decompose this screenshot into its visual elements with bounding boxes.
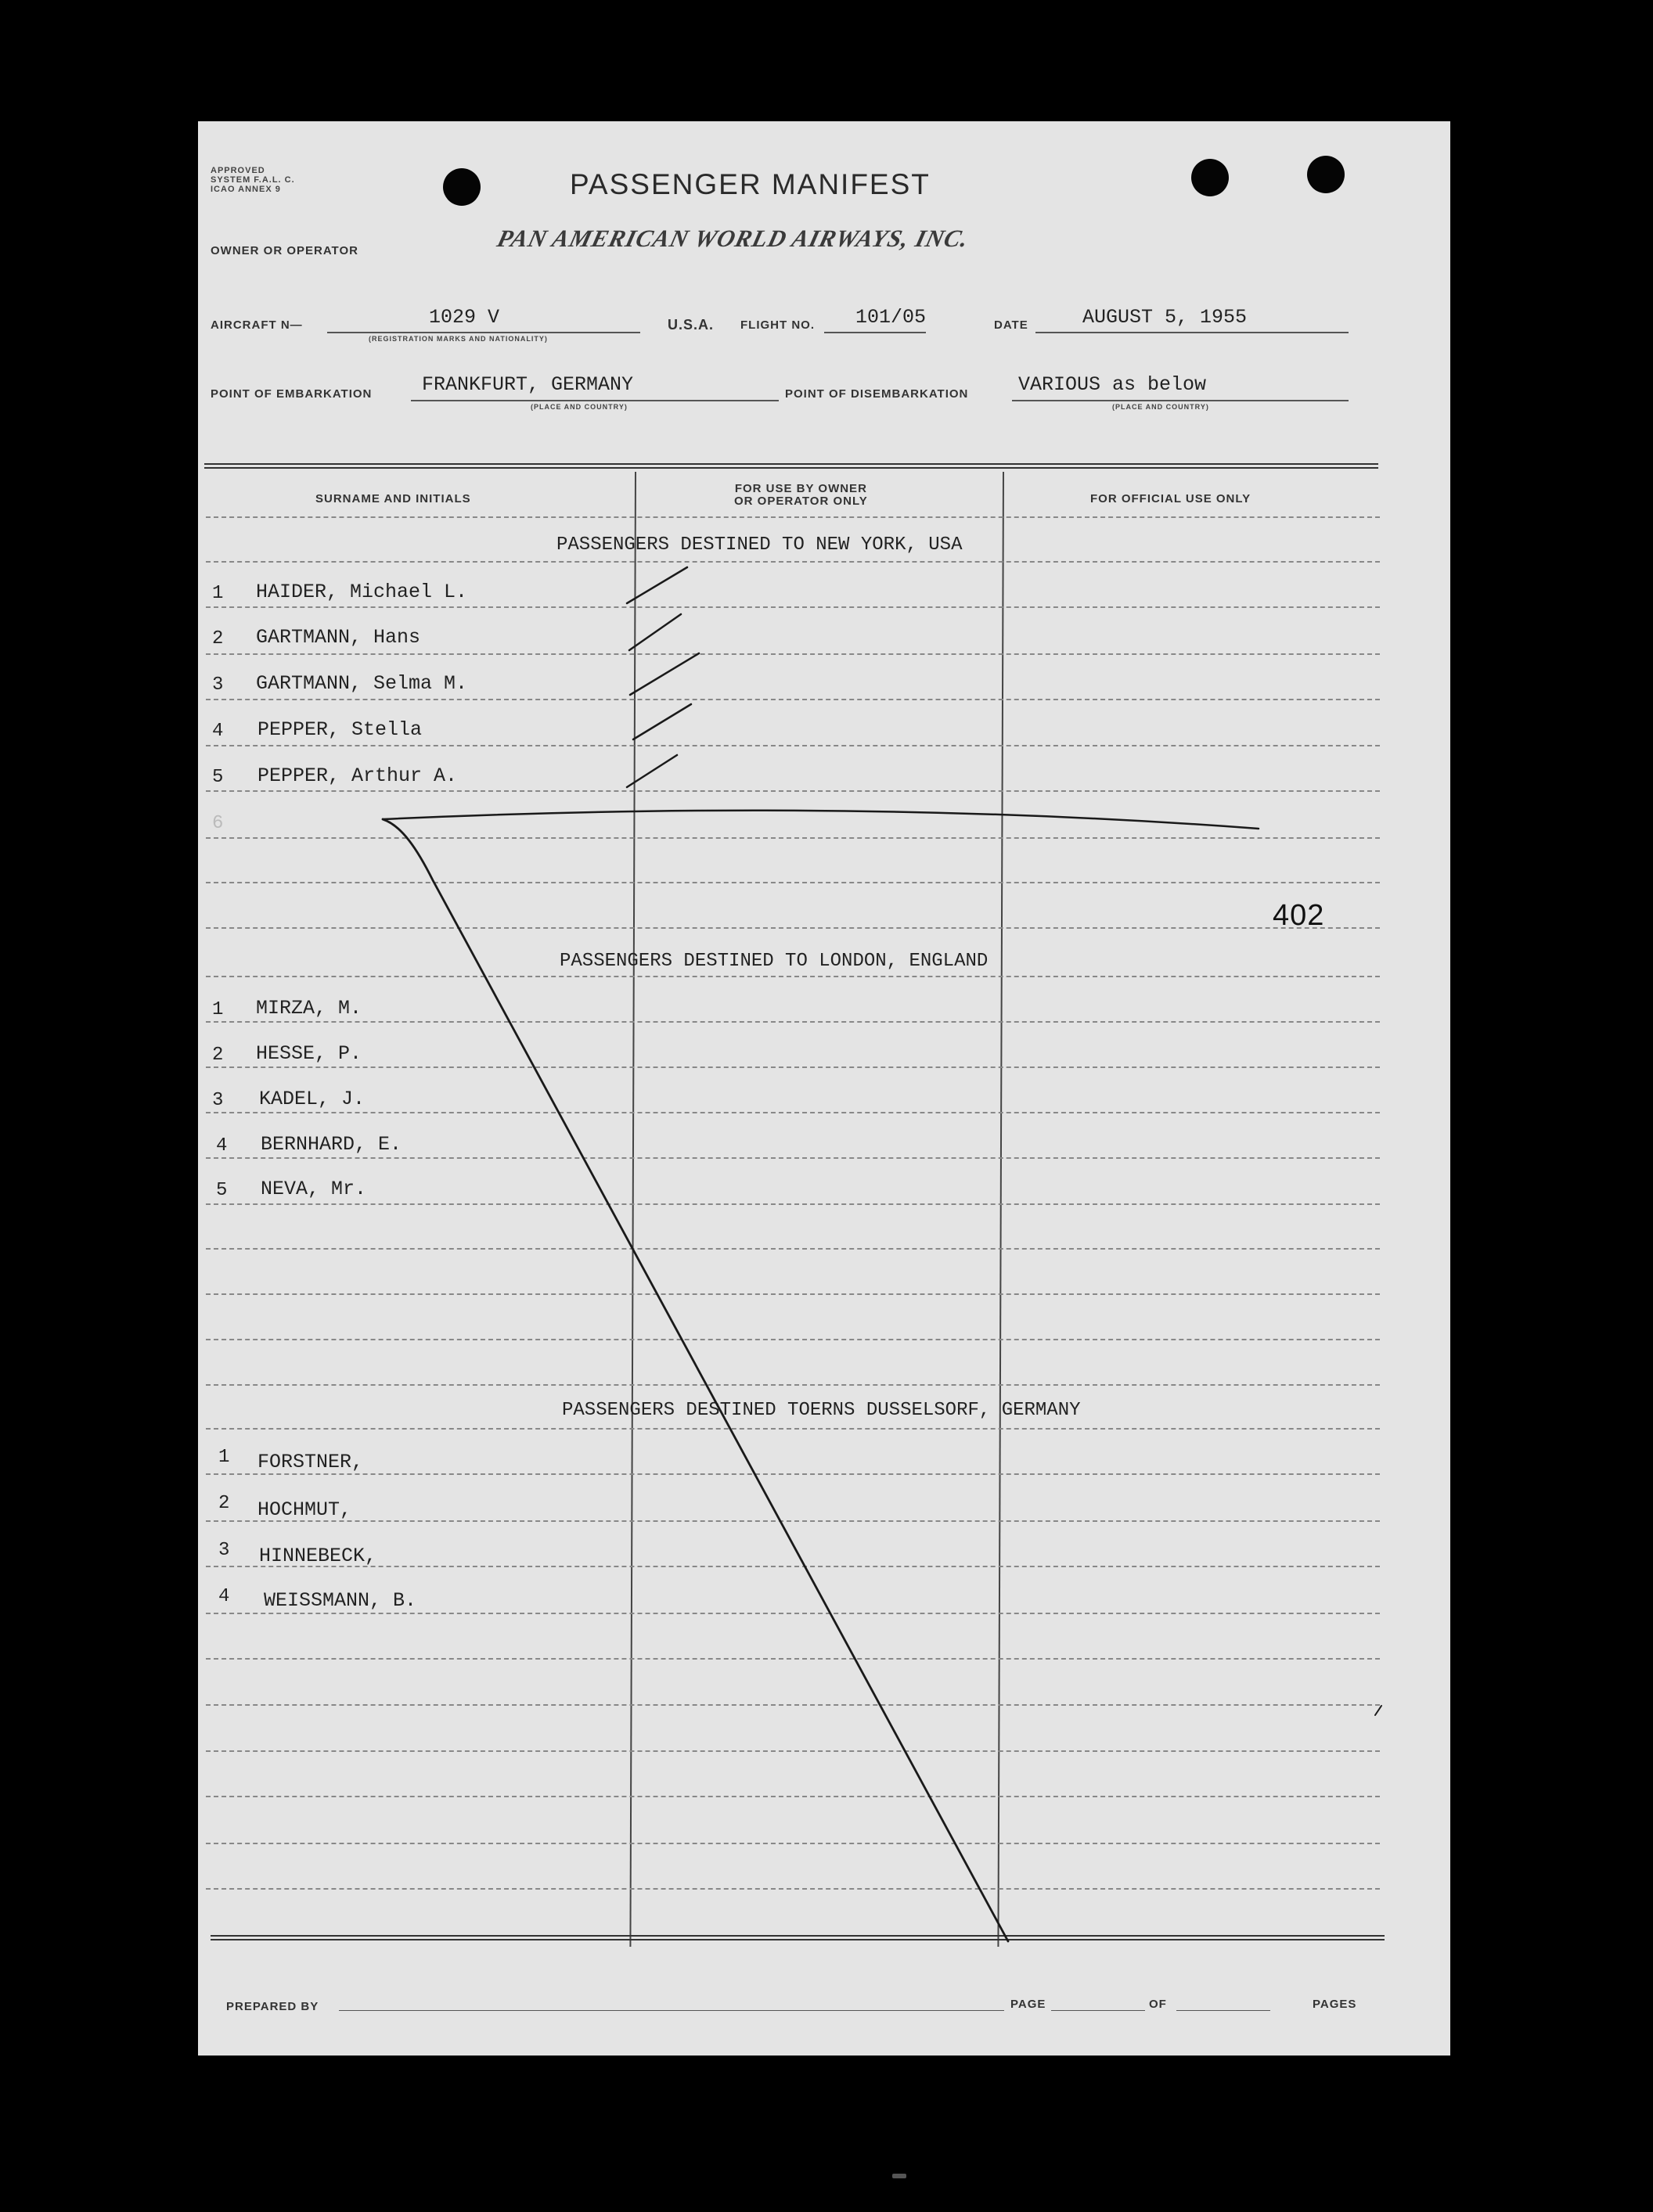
row-number: 2 (218, 1493, 230, 1514)
of-label: OF (1149, 1998, 1167, 2011)
passenger-name: FORSTNER, (257, 1451, 364, 1473)
passenger-name: BERNHARD, E. (261, 1133, 402, 1156)
col-header-owner-line2: OR OPERATOR ONLY (734, 495, 868, 508)
passenger-name: NEVA, Mr. (261, 1178, 367, 1200)
handwritten-marks (198, 121, 1450, 2056)
manifest-sheet (198, 121, 1450, 2056)
row-number: 5 (212, 767, 224, 788)
form-title: PASSENGER MANIFEST (570, 168, 931, 200)
passenger-name: MIRZA, M. (256, 997, 362, 1020)
passenger-name: WEISSMANN, B. (264, 1589, 417, 1612)
passenger-name: HINNEBECK, (259, 1545, 377, 1567)
row-number: 2 (212, 1045, 224, 1066)
check-mark (633, 704, 691, 739)
passenger-name: PEPPER, Stella (257, 718, 423, 741)
col-header-official: FOR OFFICIAL USE ONLY (1090, 492, 1251, 505)
approved-line: ICAO ANNEX 9 (211, 185, 281, 194)
owner-label: OWNER OR OPERATOR (211, 244, 358, 257)
embark-caption: (PLACE AND COUNTRY) (531, 403, 628, 411)
row-number: 4 (216, 1135, 228, 1156)
section-heading: PASSENGERS DESTINED TOERNS DUSSELSORF, GERMANY (562, 1400, 1081, 1421)
check-mark (630, 653, 699, 695)
row-number: 5 (216, 1180, 228, 1201)
check-mark (627, 755, 677, 787)
row-number: 4 (218, 1586, 230, 1607)
aircraft-label: AIRCRAFT N— (211, 318, 303, 332)
section-heading: PASSENGERS DESTINED TO LONDON, ENGLAND (560, 951, 989, 972)
cancel-diagonal (383, 819, 1008, 1941)
passenger-name: HOCHMUT, (257, 1498, 352, 1521)
approved-line: SYSTEM F.A.L. C. (211, 175, 295, 185)
disembark-caption: (PLACE AND COUNTRY) (1112, 403, 1209, 411)
row-number: 3 (212, 1090, 224, 1111)
aircraft-value: 1029 V (429, 306, 500, 329)
embark-label: POINT OF EMBARKATION (211, 387, 373, 401)
date-value: AUGUST 5, 1955 (1082, 306, 1248, 329)
row-number: 2 (212, 628, 224, 649)
row-number: 1 (218, 1447, 230, 1468)
passenger-name: HAIDER, Michael L. (256, 581, 468, 603)
handwritten-number: 402 (1273, 899, 1325, 932)
col-header-owner-line1: FOR USE BY OWNER (734, 482, 867, 495)
stray-mark (1375, 1706, 1381, 1715)
row-number: 4 (212, 721, 224, 742)
approved-line: APPROVED (211, 166, 265, 175)
page-label: PAGE (1010, 1998, 1046, 2011)
flight-value: 101/05 (855, 306, 927, 329)
usa-label: U.S.A. (668, 317, 715, 333)
row-number: 1 (212, 999, 224, 1020)
section-heading: PASSENGERS DESTINED TO NEW YORK, USA (556, 534, 963, 556)
prepared-by-label: PREPARED BY (226, 2000, 319, 2013)
disembark-label: POINT OF DISEMBARKATION (785, 387, 969, 401)
disembark-value: VARIOUS as below (1018, 373, 1207, 396)
flight-label: FLIGHT NO. (740, 318, 815, 332)
check-mark (627, 567, 687, 603)
passenger-name: PEPPER, Arthur A. (257, 764, 458, 787)
embark-value: FRANKFURT, GERMANY (422, 373, 634, 396)
row-number: 1 (212, 583, 224, 604)
row-number: 3 (218, 1540, 230, 1561)
check-mark (629, 614, 681, 650)
passenger-name: GARTMANN, Selma M. (256, 672, 468, 695)
faint-row-number: 6 (212, 813, 224, 834)
cancel-line (383, 811, 1259, 829)
passenger-name: HESSE, P. (256, 1042, 362, 1065)
pages-label: PAGES (1313, 1998, 1357, 2011)
col-header-surname: SURNAME AND INITIALS (315, 492, 471, 505)
film-edge-mark (892, 2174, 906, 2178)
date-label: DATE (994, 318, 1028, 332)
row-number: 3 (212, 674, 224, 696)
passenger-name: KADEL, J. (259, 1088, 366, 1110)
registration-caption: (REGISTRATION MARKS AND NATIONALITY) (369, 335, 548, 343)
airline-name: PAN AMERICAN WORLD AIRWAYS, INC. (494, 225, 972, 252)
passenger-name: GARTMANN, Hans (256, 626, 421, 649)
